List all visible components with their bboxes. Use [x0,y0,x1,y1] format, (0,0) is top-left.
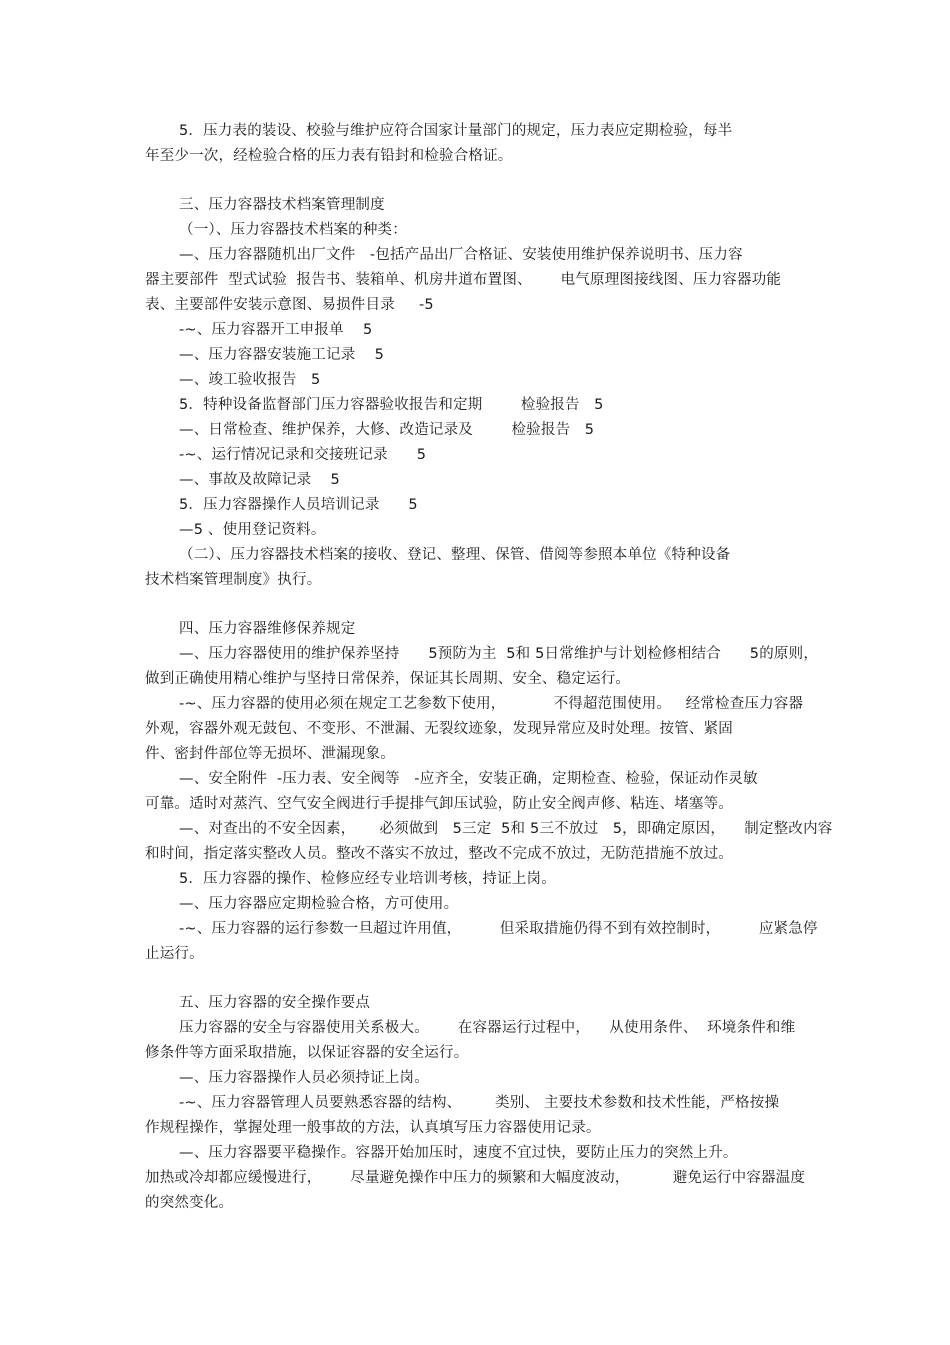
text-line: 5．压力表的装设、校验与维护应符合国家计量部门的规定，压力表应定期检验，每半 [179,123,733,139]
text-line: 修条件等方面采取措施，以保证容器的安全运行。 [145,1045,469,1061]
text-line: —、压力容器随机出厂文件 -包括产品出厂合格证、安装使用维护保养说明书、压力容 [179,247,743,263]
text-line: —、安全附件 -压力表、安全阀等 -应齐全，安装正确，定期检查、检验，保证动作灵敏 [179,771,758,787]
list-item: -~、运行情况记录和交接班记录 5 [179,447,427,463]
section-heading: 五、压力容器的安全操作要点 [179,995,371,1011]
text-line: 5．压力容器的操作、检修应经专业培训考核，持证上岗。 [179,871,556,887]
text-line: 和时间，指定落实整改人员。整改不落实不放过，整改不完成不放过，无防范措施不放过。 [145,846,733,862]
subsection-heading: （二）、压力容器技术档案的接收、登记、整理、保管、借阅等参照本单位《特种设备 [179,547,731,563]
list-item: -~、压力容器开工申报单 5 [179,322,373,338]
text-line: 可靠。适时对蒸汽、空气安全阀进行手提排气卸压试验，防止安全阀声修、粘连、堵塞等。 [145,796,733,812]
text-line: 止运行。 [145,946,204,962]
text-line: 件、密封件部位等无损坏、泄漏现象。 [145,746,395,762]
text-line: —、对查出的不安全因素， 必须做到 5三定 5和 5三不放过 5，即确定原因， 制定整改内容 [179,821,833,837]
text-line: 做到正确使用精心维护与坚持日常保养，保证其长周期、安全、稳定运行。 [145,671,631,687]
list-item: —、压力容器安装施工记录 5 [179,347,385,363]
list-item: 5．特种设备监督部门压力容器验收报告和定期 检验报告 5 [179,397,604,413]
text-line: —、压力容器使用的维护保养坚持 5预防为主 5和 5日常维护与计划检修相结合 5的原则， [179,646,819,662]
text-line: 压力容器的安全与容器使用关系极大。 在容器运行过程中， 从使用条件、 环境条件和维 [179,1020,796,1036]
list-item: —5 、使用登记资料。 [179,522,326,538]
text-line: 年至少一次，经检验合格的压力表有铅封和检验合格证。 [145,148,513,164]
text-line: —、压力容器要平稳操作。容器开始加压时，速度不宜过快，要防止压力的突然上升。 [179,1145,738,1161]
text-line: 外观，容器外观无鼓包、不变形、不泄漏、无裂纹迹象，发现异常应及时处理。按管、紧固 [145,721,733,737]
list-item: —、事故及故障记录 5 [179,472,340,488]
list-item: —、竣工验收报告 5 [179,372,321,388]
text-line: 作规程操作，掌握处理一般事故的方法，认真填写压力容器使用记录。 [145,1120,601,1136]
text-line: 器主要部件 型式试验 报告书、装箱单、机房井道布置图、 电气原理图接线图、压力容器功能 [145,272,782,288]
text-line: -~、压力容器管理人员要熟悉容器的结构、 类别、 主要技术参数和技术性能，严格按操 [179,1095,780,1111]
list-item: —、日常检查、维护保养，大修、改造记录及 检验报告 5 [179,422,595,438]
text-line: -~、压力容器的运行参数一旦超过许用值， 但采取措施仍得不到有效控制时， 应紧急停 [179,921,818,937]
list-item: 5．压力容器操作人员培训记录 5 [179,497,418,513]
text-line: 的突然变化。 [145,1195,234,1211]
section-heading: 四、压力容器维修保养规定 [179,621,356,637]
section-heading: 三、压力容器技术档案管理制度 [179,197,385,213]
text-line: —、压力容器应定期检验合格，方可使用。 [179,896,459,912]
text-line: —、压力容器操作人员必须持证上岗。 [179,1070,429,1086]
text-line: 技术档案管理制度》执行。 [145,572,322,588]
text-line: 加热或冷却都应缓慢进行， 尽量避免操作中压力的频繁和大幅度波动， 避免运行中容器温度 [145,1170,806,1186]
text-line: 表、主要部件安装示意图、易损件目录 -5 [145,297,434,313]
subsection-heading: （一）、压力容器技术档案的种类： [179,222,407,238]
text-line: -~、压力容器的使用必须在规定工艺参数下使用， 不得超范围使用。 经常检查压力容器 [179,696,804,712]
